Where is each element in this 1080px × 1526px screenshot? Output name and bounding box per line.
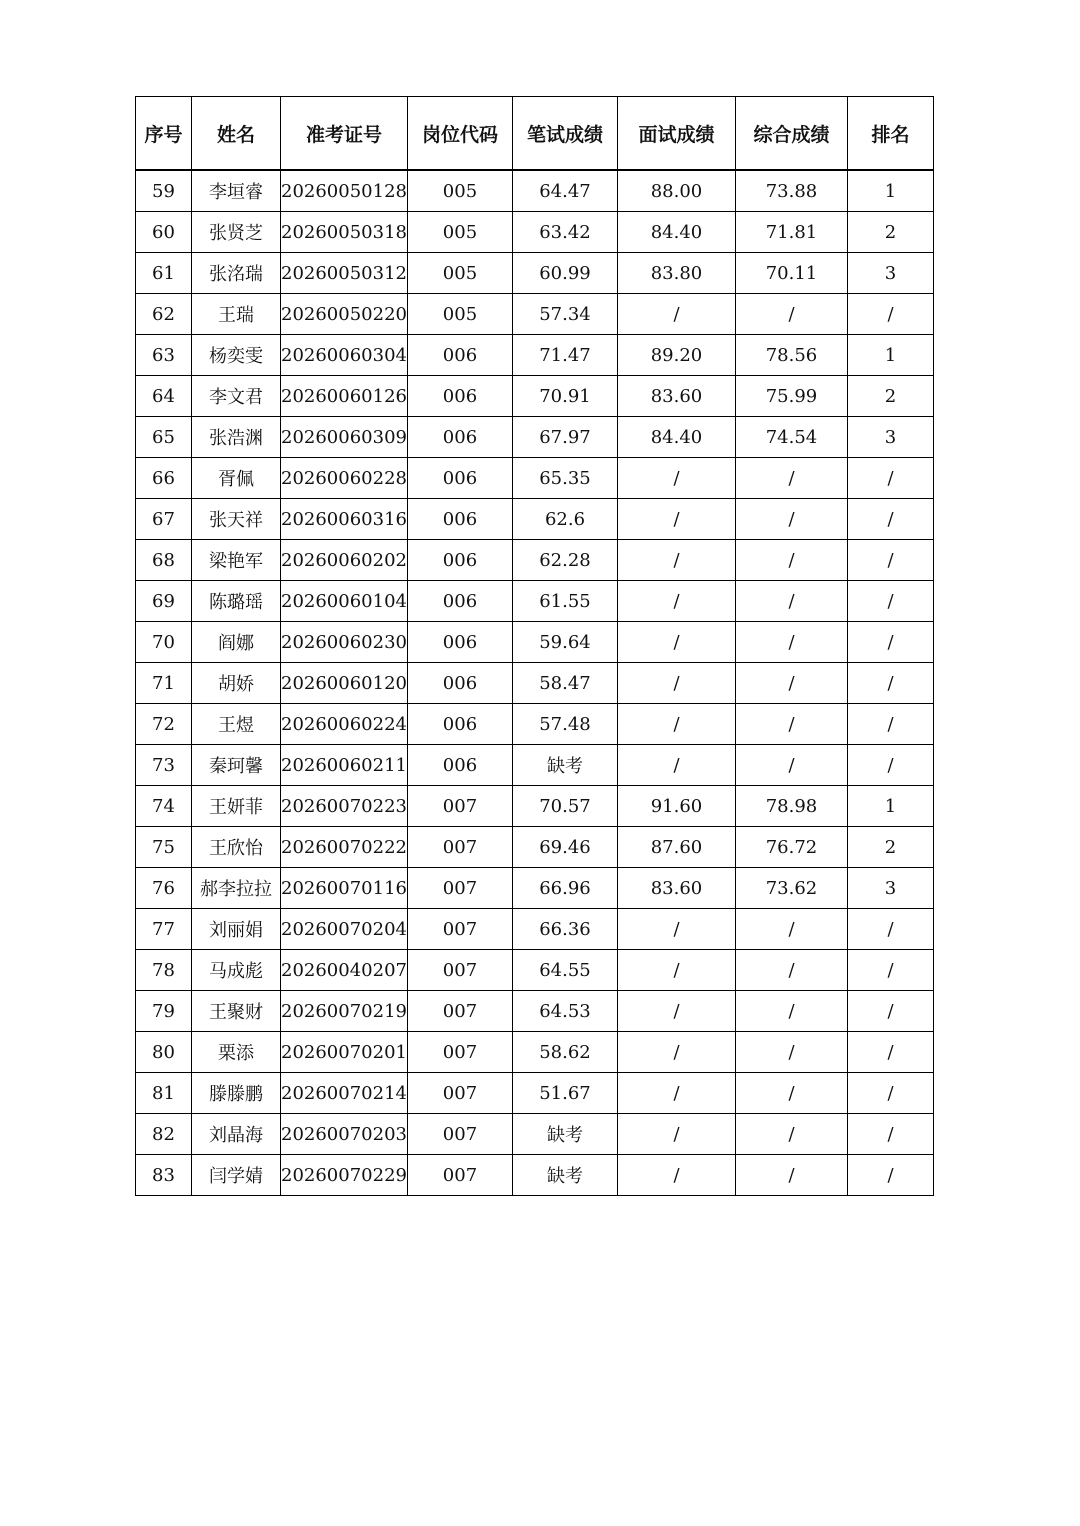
interview-score-cell: 83.60 xyxy=(617,376,735,417)
position-code-cell: 005 xyxy=(407,294,512,335)
serial-cell: 75 xyxy=(136,827,192,868)
position-code-cell: 007 xyxy=(407,1073,512,1114)
serial-cell: 82 xyxy=(136,1114,192,1155)
name-cell: 梁艳军 xyxy=(192,540,281,581)
total-score-cell: 78.56 xyxy=(735,335,847,376)
rank-cell: / xyxy=(847,704,933,745)
interview-score-cell: / xyxy=(617,704,735,745)
written-score-cell: 66.96 xyxy=(512,868,617,909)
position-code-cell: 006 xyxy=(407,622,512,663)
table-row xyxy=(136,1032,934,1073)
header-rank: 排名 xyxy=(847,97,933,171)
name-cell: 张贤芝 xyxy=(192,212,281,253)
interview-score-cell: / xyxy=(617,950,735,991)
position-code-cell: 007 xyxy=(407,786,512,827)
rank-cell: / xyxy=(847,458,933,499)
rank-cell: / xyxy=(847,663,933,704)
written-score-cell: 缺考 xyxy=(512,1155,617,1196)
position-code-cell: 007 xyxy=(407,1032,512,1073)
interview-score-cell: 88.00 xyxy=(617,170,735,212)
position-code-cell: 006 xyxy=(407,376,512,417)
serial-cell: 80 xyxy=(136,1032,192,1073)
table-row xyxy=(136,663,934,704)
table-row xyxy=(136,417,934,458)
table-row xyxy=(136,1155,934,1196)
position-code-cell: 006 xyxy=(407,663,512,704)
exam-id-cell: 20260070204 xyxy=(281,909,408,950)
exam-id-cell: 20260070223 xyxy=(281,786,408,827)
name-cell: 马成彪 xyxy=(192,950,281,991)
rank-cell: 2 xyxy=(847,827,933,868)
position-code-cell: 006 xyxy=(407,417,512,458)
total-score-cell: / xyxy=(735,458,847,499)
total-score-cell: / xyxy=(735,1073,847,1114)
header-interview-score: 面试成绩 xyxy=(617,97,735,171)
serial-cell: 60 xyxy=(136,212,192,253)
serial-cell: 66 xyxy=(136,458,192,499)
interview-score-cell: / xyxy=(617,581,735,622)
header-position-code: 岗位代码 xyxy=(407,97,512,171)
interview-score-cell: / xyxy=(617,663,735,704)
interview-score-cell: / xyxy=(617,540,735,581)
table-row xyxy=(136,827,934,868)
written-score-cell: 70.57 xyxy=(512,786,617,827)
header-serial: 序号 xyxy=(136,97,192,171)
written-score-cell: 65.35 xyxy=(512,458,617,499)
table-row xyxy=(136,1073,934,1114)
rank-cell: 3 xyxy=(847,253,933,294)
name-cell: 秦珂馨 xyxy=(192,745,281,786)
position-code-cell: 006 xyxy=(407,499,512,540)
name-cell: 刘晶海 xyxy=(192,1114,281,1155)
interview-score-cell: / xyxy=(617,458,735,499)
rank-cell: / xyxy=(847,1155,933,1196)
interview-score-cell: 87.60 xyxy=(617,827,735,868)
header-written-score: 笔试成绩 xyxy=(512,97,617,171)
serial-cell: 76 xyxy=(136,868,192,909)
table-row xyxy=(136,499,934,540)
written-score-cell: 57.34 xyxy=(512,294,617,335)
position-code-cell: 006 xyxy=(407,540,512,581)
written-score-cell: 58.62 xyxy=(512,1032,617,1073)
written-score-cell: 51.67 xyxy=(512,1073,617,1114)
score-table xyxy=(135,96,934,1196)
total-score-cell: / xyxy=(735,909,847,950)
position-code-cell: 005 xyxy=(407,170,512,212)
name-cell: 滕滕鹏 xyxy=(192,1073,281,1114)
written-score-cell: 60.99 xyxy=(512,253,617,294)
written-score-cell: 63.42 xyxy=(512,212,617,253)
total-score-cell: / xyxy=(735,499,847,540)
table-row xyxy=(136,704,934,745)
serial-cell: 81 xyxy=(136,1073,192,1114)
total-score-cell: / xyxy=(735,704,847,745)
total-score-cell: / xyxy=(735,1032,847,1073)
serial-cell: 83 xyxy=(136,1155,192,1196)
rank-cell: 1 xyxy=(847,335,933,376)
exam-id-cell: 20260050312 xyxy=(281,253,408,294)
exam-id-cell: 20260060126 xyxy=(281,376,408,417)
total-score-cell: 73.88 xyxy=(735,170,847,212)
table-row xyxy=(136,212,934,253)
exam-id-cell: 20260060228 xyxy=(281,458,408,499)
header-exam-id: 准考证号 xyxy=(281,97,408,171)
rank-cell: / xyxy=(847,499,933,540)
name-cell: 阎娜 xyxy=(192,622,281,663)
total-score-cell: / xyxy=(735,581,847,622)
total-score-cell: / xyxy=(735,540,847,581)
total-score-cell: 78.98 xyxy=(735,786,847,827)
total-score-cell: / xyxy=(735,1114,847,1155)
interview-score-cell: 84.40 xyxy=(617,212,735,253)
name-cell: 王妍菲 xyxy=(192,786,281,827)
exam-id-cell: 20260060230 xyxy=(281,622,408,663)
serial-cell: 62 xyxy=(136,294,192,335)
interview-score-cell: 91.60 xyxy=(617,786,735,827)
written-score-cell: 64.53 xyxy=(512,991,617,1032)
total-score-cell: / xyxy=(735,745,847,786)
table-row xyxy=(136,581,934,622)
name-cell: 刘丽娟 xyxy=(192,909,281,950)
written-score-cell: 66.36 xyxy=(512,909,617,950)
table-row xyxy=(136,909,934,950)
written-score-cell: 64.47 xyxy=(512,170,617,212)
position-code-cell: 007 xyxy=(407,991,512,1032)
rank-cell: 2 xyxy=(847,212,933,253)
serial-cell: 69 xyxy=(136,581,192,622)
rank-cell: / xyxy=(847,581,933,622)
exam-id-cell: 20260060202 xyxy=(281,540,408,581)
name-cell: 张天祥 xyxy=(192,499,281,540)
interview-score-cell: / xyxy=(617,1032,735,1073)
table-row xyxy=(136,376,934,417)
position-code-cell: 006 xyxy=(407,458,512,499)
total-score-cell: / xyxy=(735,950,847,991)
interview-score-cell: / xyxy=(617,1155,735,1196)
serial-cell: 79 xyxy=(136,991,192,1032)
interview-score-cell: / xyxy=(617,294,735,335)
exam-id-cell: 20260050128 xyxy=(281,170,408,212)
table-row xyxy=(136,458,934,499)
rank-cell: 1 xyxy=(847,786,933,827)
serial-cell: 70 xyxy=(136,622,192,663)
serial-cell: 61 xyxy=(136,253,192,294)
name-cell: 陈璐瑶 xyxy=(192,581,281,622)
exam-id-cell: 20260070229 xyxy=(281,1155,408,1196)
interview-score-cell: / xyxy=(617,622,735,663)
total-score-cell: / xyxy=(735,294,847,335)
written-score-cell: 59.64 xyxy=(512,622,617,663)
serial-cell: 73 xyxy=(136,745,192,786)
position-code-cell: 006 xyxy=(407,581,512,622)
name-cell: 王聚财 xyxy=(192,991,281,1032)
total-score-cell: 75.99 xyxy=(735,376,847,417)
position-code-cell: 006 xyxy=(407,335,512,376)
total-score-cell: 74.54 xyxy=(735,417,847,458)
serial-cell: 67 xyxy=(136,499,192,540)
exam-id-cell: 20260060309 xyxy=(281,417,408,458)
written-score-cell: 58.47 xyxy=(512,663,617,704)
exam-id-cell: 20260060224 xyxy=(281,704,408,745)
position-code-cell: 005 xyxy=(407,212,512,253)
written-score-cell: 71.47 xyxy=(512,335,617,376)
total-score-cell: 71.81 xyxy=(735,212,847,253)
exam-id-cell: 20260070219 xyxy=(281,991,408,1032)
interview-score-cell: / xyxy=(617,1073,735,1114)
name-cell: 张浩渊 xyxy=(192,417,281,458)
name-cell: 郝李拉拉 xyxy=(192,868,281,909)
header-row xyxy=(136,97,934,171)
position-code-cell: 005 xyxy=(407,253,512,294)
name-cell: 栗添 xyxy=(192,1032,281,1073)
name-cell: 张洺瑞 xyxy=(192,253,281,294)
position-code-cell: 007 xyxy=(407,1155,512,1196)
total-score-cell: / xyxy=(735,991,847,1032)
written-score-cell: 62.28 xyxy=(512,540,617,581)
position-code-cell: 006 xyxy=(407,745,512,786)
name-cell: 王欣怡 xyxy=(192,827,281,868)
table-row xyxy=(136,868,934,909)
interview-score-cell: / xyxy=(617,1114,735,1155)
exam-id-cell: 20260060211 xyxy=(281,745,408,786)
serial-cell: 78 xyxy=(136,950,192,991)
serial-cell: 74 xyxy=(136,786,192,827)
rank-cell: / xyxy=(847,622,933,663)
name-cell: 李文君 xyxy=(192,376,281,417)
exam-id-cell: 20260050220 xyxy=(281,294,408,335)
total-score-cell: / xyxy=(735,1155,847,1196)
serial-cell: 77 xyxy=(136,909,192,950)
rank-cell: / xyxy=(847,909,933,950)
table-row xyxy=(136,1114,934,1155)
table-row xyxy=(136,253,934,294)
exam-id-cell: 20260060304 xyxy=(281,335,408,376)
serial-cell: 71 xyxy=(136,663,192,704)
exam-id-cell: 20260070222 xyxy=(281,827,408,868)
interview-score-cell: 84.40 xyxy=(617,417,735,458)
position-code-cell: 007 xyxy=(407,909,512,950)
exam-id-cell: 20260050318 xyxy=(281,212,408,253)
table-row xyxy=(136,950,934,991)
name-cell: 闫学婧 xyxy=(192,1155,281,1196)
exam-id-cell: 20260060104 xyxy=(281,581,408,622)
serial-cell: 72 xyxy=(136,704,192,745)
interview-score-cell: 83.60 xyxy=(617,868,735,909)
total-score-cell: / xyxy=(735,663,847,704)
interview-score-cell: / xyxy=(617,991,735,1032)
exam-id-cell: 20260070116 xyxy=(281,868,408,909)
interview-score-cell: / xyxy=(617,499,735,540)
name-cell: 杨奕雯 xyxy=(192,335,281,376)
rank-cell: / xyxy=(847,1032,933,1073)
written-score-cell: 62.6 xyxy=(512,499,617,540)
exam-id-cell: 20260060120 xyxy=(281,663,408,704)
written-score-cell: 69.46 xyxy=(512,827,617,868)
total-score-cell: 76.72 xyxy=(735,827,847,868)
serial-cell: 68 xyxy=(136,540,192,581)
table-row xyxy=(136,335,934,376)
total-score-cell: / xyxy=(735,622,847,663)
written-score-cell: 缺考 xyxy=(512,745,617,786)
table-row xyxy=(136,294,934,335)
name-cell: 王煜 xyxy=(192,704,281,745)
rank-cell: 3 xyxy=(847,417,933,458)
rank-cell: 3 xyxy=(847,868,933,909)
exam-id-cell: 20260070214 xyxy=(281,1073,408,1114)
rank-cell: / xyxy=(847,1073,933,1114)
rank-cell: / xyxy=(847,540,933,581)
name-cell: 王瑞 xyxy=(192,294,281,335)
exam-id-cell: 20260040207 xyxy=(281,950,408,991)
rank-cell: / xyxy=(847,1114,933,1155)
table-row xyxy=(136,786,934,827)
total-score-cell: 70.11 xyxy=(735,253,847,294)
written-score-cell: 64.55 xyxy=(512,950,617,991)
serial-cell: 65 xyxy=(136,417,192,458)
rank-cell: 2 xyxy=(847,376,933,417)
interview-score-cell: / xyxy=(617,909,735,950)
table-row xyxy=(136,991,934,1032)
written-score-cell: 67.97 xyxy=(512,417,617,458)
name-cell: 胡娇 xyxy=(192,663,281,704)
written-score-cell: 57.48 xyxy=(512,704,617,745)
written-score-cell: 61.55 xyxy=(512,581,617,622)
exam-id-cell: 20260070201 xyxy=(281,1032,408,1073)
rank-cell: 1 xyxy=(847,170,933,212)
exam-id-cell: 20260070203 xyxy=(281,1114,408,1155)
table-row xyxy=(136,745,934,786)
table-row xyxy=(136,170,934,212)
total-score-cell: 73.62 xyxy=(735,868,847,909)
position-code-cell: 007 xyxy=(407,868,512,909)
written-score-cell: 70.91 xyxy=(512,376,617,417)
header-total-score: 综合成绩 xyxy=(735,97,847,171)
rank-cell: / xyxy=(847,294,933,335)
rank-cell: / xyxy=(847,950,933,991)
position-code-cell: 007 xyxy=(407,950,512,991)
serial-cell: 59 xyxy=(136,170,192,212)
table-row xyxy=(136,622,934,663)
position-code-cell: 007 xyxy=(407,827,512,868)
table-body xyxy=(136,170,934,1196)
name-cell: 李垣睿 xyxy=(192,170,281,212)
exam-id-cell: 20260060316 xyxy=(281,499,408,540)
interview-score-cell: 89.20 xyxy=(617,335,735,376)
interview-score-cell: / xyxy=(617,745,735,786)
position-code-cell: 007 xyxy=(407,1114,512,1155)
serial-cell: 64 xyxy=(136,376,192,417)
rank-cell: / xyxy=(847,745,933,786)
rank-cell: / xyxy=(847,991,933,1032)
written-score-cell: 缺考 xyxy=(512,1114,617,1155)
name-cell: 胥佩 xyxy=(192,458,281,499)
serial-cell: 63 xyxy=(136,335,192,376)
interview-score-cell: 83.80 xyxy=(617,253,735,294)
position-code-cell: 006 xyxy=(407,704,512,745)
header-name: 姓名 xyxy=(192,97,281,171)
table-row xyxy=(136,540,934,581)
